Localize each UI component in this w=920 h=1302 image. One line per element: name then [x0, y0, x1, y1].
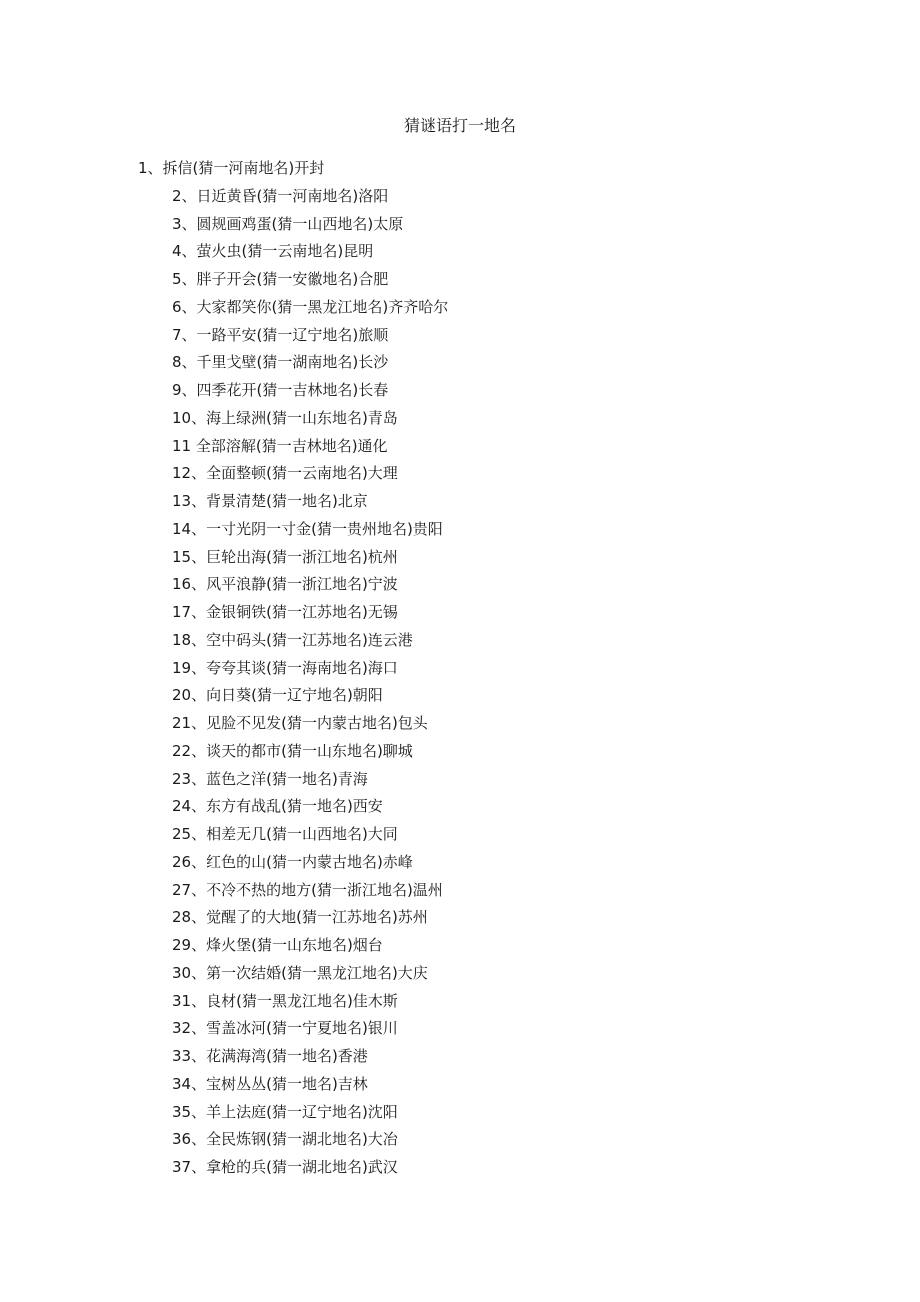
list-item: 22、谈天的都市(猜一山东地名)聊城 [172, 741, 413, 760]
list-item: 31、良材(猜一黑龙江地名)佳木斯 [172, 991, 398, 1010]
list-item: 1、拆信(猜一河南地名)开封 [138, 159, 325, 177]
riddle-list [0, 155, 920, 1182]
list-item: 5、胖子开会(猜一安徽地名)合肥 [172, 270, 389, 288]
list-item: 34、宝树丛丛(猜一地名)吉林 [172, 1074, 368, 1093]
list-item: 13、背景清楚(猜一地名)北京 [172, 492, 368, 510]
page-title: 猜谜语打一地名 [403, 116, 516, 135]
list-item: 18、空中码头(猜一江苏地名)连云港 [172, 630, 413, 649]
list-item: 26、红色的山(猜一内蒙古地名)赤峰 [172, 852, 413, 871]
list-item: 11 全部溶解(猜一吉林地名)通化 [172, 436, 388, 455]
list-item: 37、拿枪的兵(猜一湖北地名)武汉 [172, 1158, 398, 1176]
list-item: 32、雪盖冰河(猜一宁夏地名)银川 [172, 1019, 398, 1038]
list-item: 7、一路平安(猜一辽宁地名)旅顺 [172, 325, 389, 344]
list-item: 30、第一次结婚(猜一黑龙江地名)大庆 [172, 963, 428, 982]
list-item: 10、海上绿洲(猜一山东地名)青岛 [172, 408, 398, 427]
list-item: 16、风平浪静(猜一浙江地名)宁波 [172, 575, 398, 594]
list-item: 28、觉醒了的大地(猜一江苏地名)苏州 [172, 908, 428, 927]
list-item: 6、大家都笑你(猜一黑龙江地名)齐齐哈尔 [172, 297, 449, 316]
list-item: 17、金银铜铁(猜一江苏地名)无锡 [172, 603, 398, 621]
list-item: 14、一寸光阴一寸金(猜一贵州地名)贵阳 [172, 519, 443, 538]
list-item: 25、相差无几(猜一山西地名)大同 [172, 825, 398, 843]
list-item: 27、不冷不热的地方(猜一浙江地名)温州 [172, 880, 443, 899]
list-item: 21、见脸不见发(猜一内蒙古地名)包头 [172, 714, 428, 732]
list-item: 23、蓝色之洋(猜一地名)青海 [172, 769, 368, 788]
list-item: 24、东方有战乱(猜一地名)西安 [172, 797, 383, 816]
list-item: 20、向日葵(猜一辽宁地名)朝阳 [172, 686, 383, 705]
list-item: 8、千里戈壁(猜一湖南地名)长沙 [172, 353, 389, 372]
list-item: 12、全面整顿(猜一云南地名)大理 [172, 464, 398, 483]
list-item: 33、花满海湾(猜一地名)香港 [172, 1047, 368, 1065]
list-item: 29、烽火堡(猜一山东地名)烟台 [172, 936, 383, 954]
list-item: 35、羊上法庭(猜一辽宁地名)沈阳 [172, 1102, 398, 1121]
list-item: 19、夸夸其谈(猜一海南地名)海口 [172, 658, 398, 677]
list-item: 4、萤火虫(猜一云南地名)昆明 [172, 242, 374, 261]
list-item: 9、四季花开(猜一吉林地名)长春 [172, 381, 389, 399]
list-item: 2、日近黄昏(猜一河南地名)洛阳 [172, 186, 389, 205]
list-item: 3、圆规画鸡蛋(猜一山西地名)太原 [172, 214, 404, 233]
list-item: 36、全民炼钢(猜一湖北地名)大冶 [172, 1130, 398, 1149]
list-item: 15、巨轮出海(猜一浙江地名)杭州 [172, 547, 398, 566]
